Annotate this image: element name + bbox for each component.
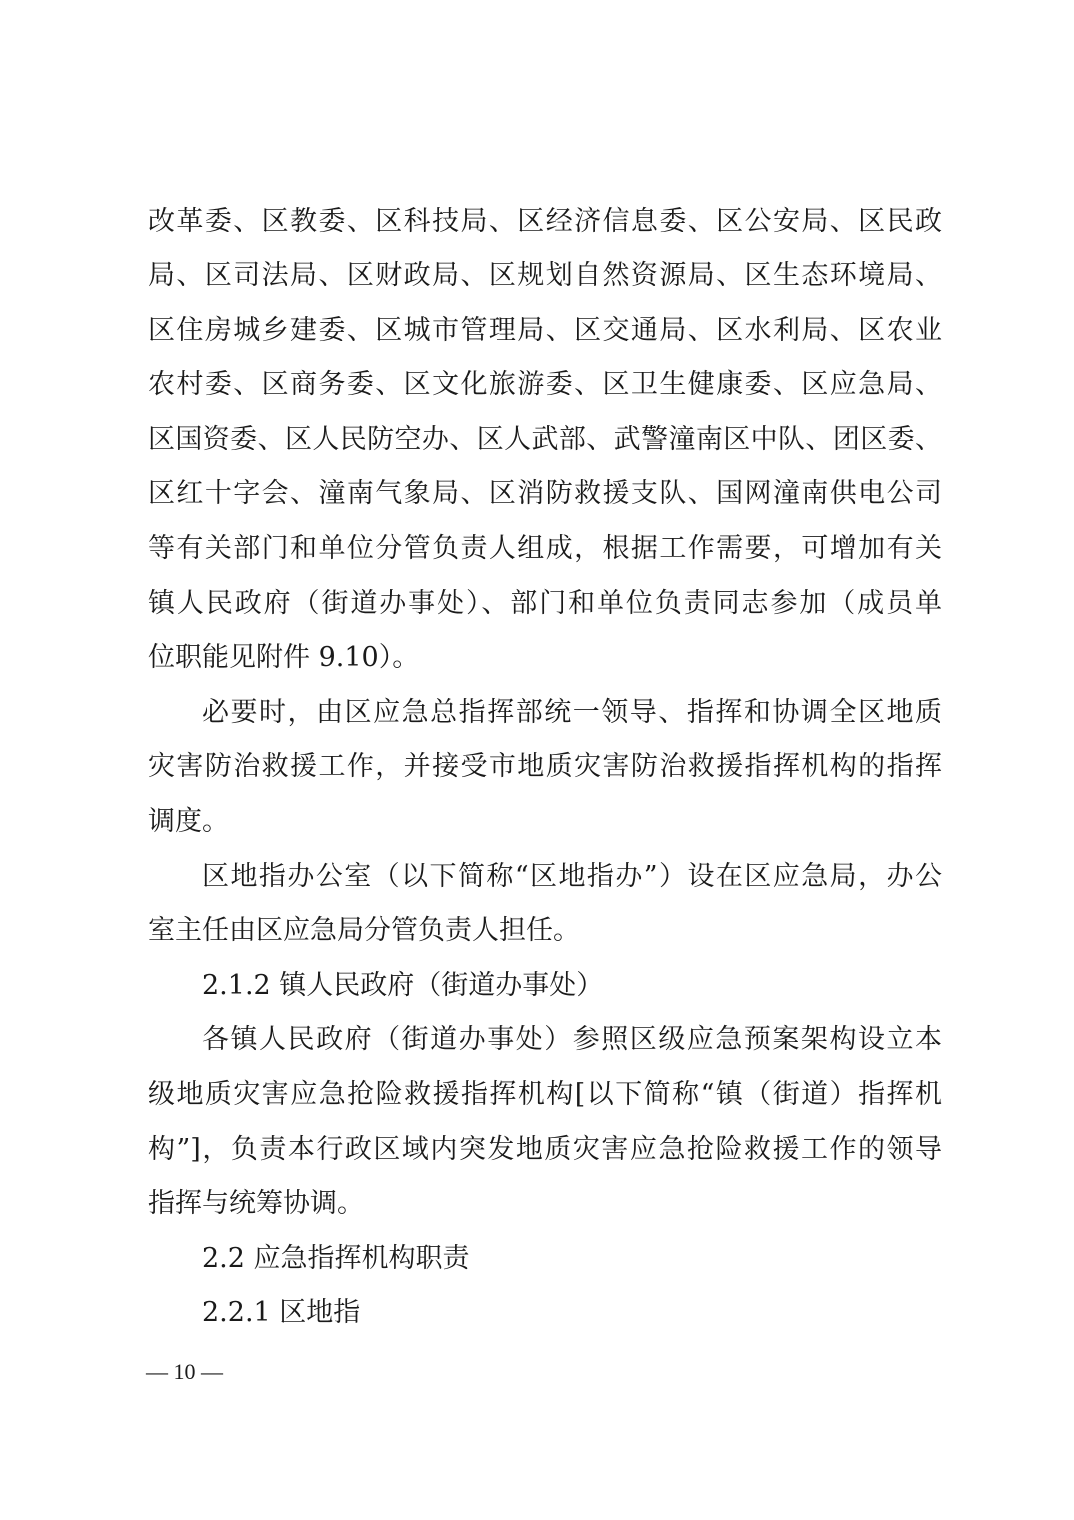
body-text-line: 局、区司法局、区财政局、区规划自然资源局、区生态环境局、 — [148, 260, 942, 291]
body-text-line: 改革委、区教委、区科技局、区经济信息委、区公安局、区民政 — [148, 206, 942, 237]
section-heading-2-1-2: 2.1.2 镇人民政府（街道办事处） — [202, 970, 604, 1001]
body-text-line: 调度。 — [148, 806, 229, 837]
body-text-line: 镇人民政府（街道办事处）、部门和单位负责同志参加（成员单 — [148, 588, 942, 619]
paragraph-first-line: 必要时，由区应急总指挥部统一领导、指挥和协调全区地质 — [202, 697, 942, 728]
body-text-line: 区住房城乡建委、区城市管理局、区交通局、区水利局、区农业 — [148, 315, 942, 346]
body-text-line: 指挥与统筹协调。 — [148, 1188, 364, 1219]
body-text-line: 区红十字会、潼南气象局、区消防救援支队、国网潼南供电公司 — [148, 478, 942, 509]
page-number: — 10 — — [146, 1359, 223, 1384]
body-text-line: 位职能见附件 9.10）。 — [148, 642, 420, 673]
body-text-line: 区国资委、区人民防空办、区人武部、武警潼南区中队、团区委、 — [148, 424, 942, 455]
body-text-line: 级地质灾害应急抢险救援指挥机构[以下简称“镇（街道）指挥机 — [148, 1079, 942, 1110]
body-text-line: 室主任由区应急局分管负责人担任。 — [148, 915, 580, 946]
body-text-line: 灾害防治救援工作，并接受市地质灾害防治救援指挥机构的指挥 — [148, 751, 942, 782]
paragraph-first-line: 区地指办公室（以下简称“区地指办”）设在区应急局，办公 — [202, 861, 942, 892]
body-text-line: 构”]，负责本行政区域内突发地质灾害应急抢险救援工作的领导 — [148, 1134, 942, 1165]
paragraph-first-line: 各镇人民政府（街道办事处）参照区级应急预案架构设立本 — [202, 1024, 942, 1055]
body-text-line: 农村委、区商务委、区文化旅游委、区卫生健康委、区应急局、 — [148, 369, 942, 400]
section-heading-2-2-1: 2.2.1 区地指 — [202, 1297, 361, 1328]
section-heading-2-2: 2.2 应急指挥机构职责 — [202, 1243, 470, 1274]
body-text-line: 等有关部门和单位分管负责人组成，根据工作需要，可增加有关 — [148, 533, 942, 564]
